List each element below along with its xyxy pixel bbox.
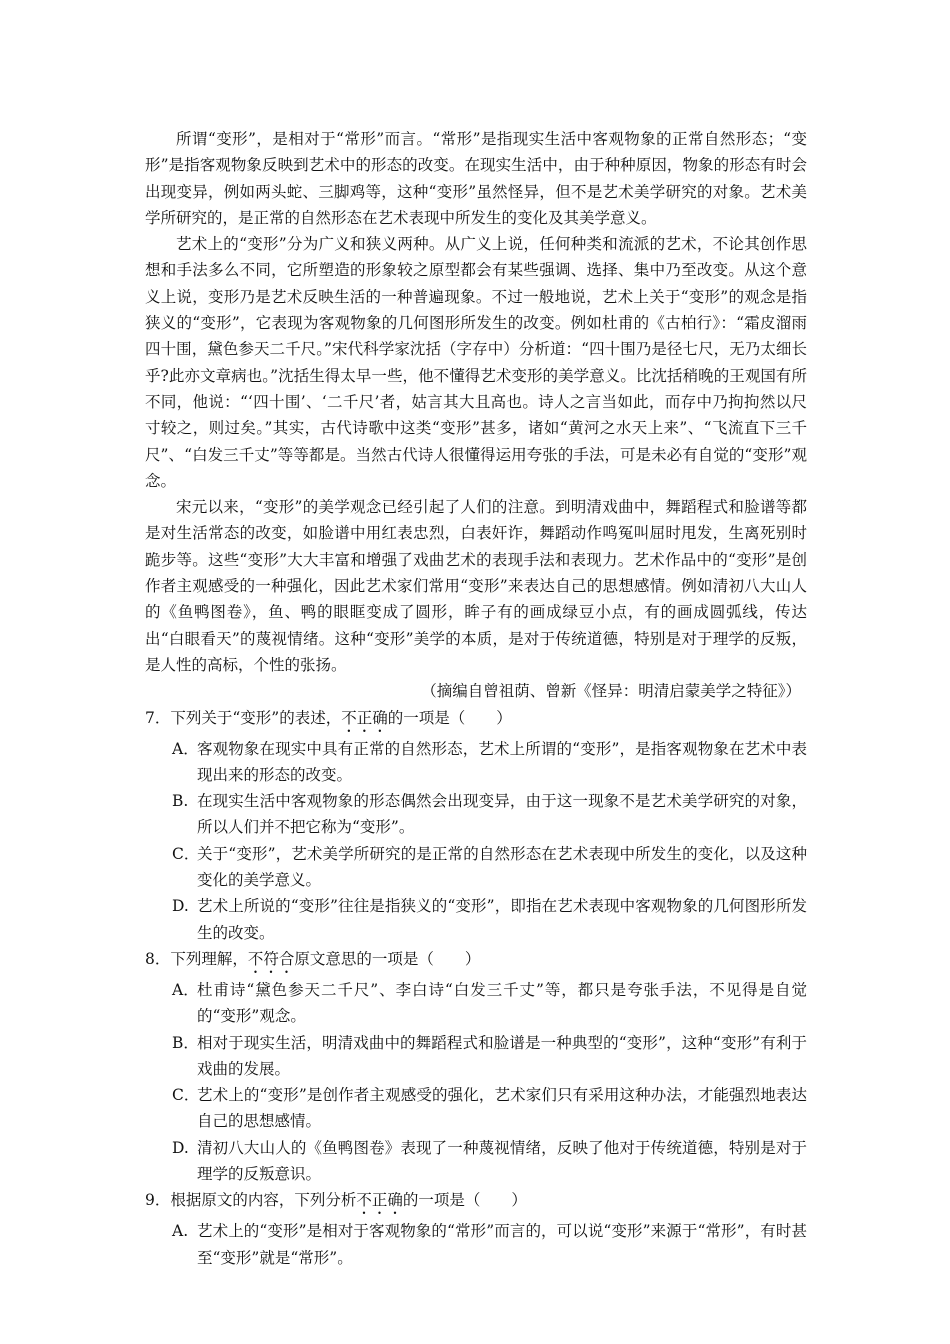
passage-paragraph-1: 所谓“变形”，是相对于“常形”而言。“常形”是指现实生活中客观物象的正常自然形态；“变形”是指客观物象反映到艺术中的形态的改变。在现实生活中，由于种种原因，物象的形态有时会出现变异，例如两头蛇、三脚鸡等，这种“变形”虽然怪异，但不是艺术美学研究的对象。艺术美学所研究的，是正常的自然形态在艺术表现中所发生的变化及其美学意义。 (145, 130, 807, 227)
option-label: C． (172, 1086, 200, 1105)
option-text: 艺术上的“变形”是相对于客观物象的“常形”而言的，可以说“变形”来源于“常形”，有时甚至“变形”就是“常形”。 (197, 1222, 807, 1267)
option-c[interactable] (172, 1082, 807, 1135)
option-a[interactable] (172, 1218, 807, 1271)
question-9 (145, 1187, 807, 1271)
reading-passage (145, 126, 807, 705)
option-d[interactable] (172, 1135, 807, 1188)
stem-emphasis: 不正确 (341, 708, 388, 727)
question-stem (145, 946, 807, 977)
option-text: 相对于现实生活，明清戏曲中的舞蹈程式和脸谱是一种典型的“变形”，这种“变形”有利于戏曲的发展。 (197, 1033, 807, 1078)
option-label: C． (172, 844, 200, 863)
stem-emphasis: 不符合 (247, 949, 295, 968)
option-text: 杜甫诗“黛色参天二千尺”、李白诗“白发三千丈”等，都只是夸张手法，不见得是自觉的“变形”观念。 (197, 980, 807, 1026)
option-label: A． (172, 739, 199, 758)
option-b[interactable] (172, 1030, 807, 1083)
option-b[interactable] (172, 788, 807, 841)
option-text: 在现实生活中客观物象的形态偶然会出现变异，由于这一现象不是艺术美学研究的对象，所以人们并不把它称为“变形”。 (197, 792, 807, 837)
option-text: 艺术上的“变形”是创作者主观感受的强化，艺术家们只有采用这种办法，才能强烈地表达自己的思想感情。 (197, 1086, 807, 1131)
question-number: 8． (145, 949, 171, 968)
question-stem (145, 705, 807, 736)
passage-paragraph-3: 宋元以来，“变形”的美学观念已经引起了人们的注意。到明清戏曲中，舞蹈程式和脸谱等都是对生活常态的改变，如脸谱中用红表忠烈，白表奸诈，舞蹈动作鸣冤叫屈时甩发，生离死别时跪步等。这些“变形”大大丰富和增强了戏曲艺术的表现手法和表现力。艺术作品中的“变形”是创作者主观感受的一种强化，因此艺术家们常用“变形”来表达自己的思想感情。例如清初八大山人的《鱼鸭图卷》，鱼、鸭的眼眶变成了圆形，眸子有的画成绿豆小点，有的画成圆弧线，传达出“白眼看天”的蔑视情绪。这种“变形”美学的本质，是对于传统道德，特别是对于理学的反叛，是人性的高标，个性的张扬。 (145, 498, 807, 674)
option-d[interactable] (172, 893, 807, 946)
option-label: D. (172, 897, 189, 916)
stem-text: 根据原文的内容，下列分析 (170, 1191, 357, 1210)
option-label: B． (172, 1033, 199, 1052)
document-page (145, 126, 807, 1271)
option-text: 客观物象在现实中具有正常的自然形态，艺术上所谓的“变形”，是指客观物象在艺术中表现出来的形态的改变。 (197, 739, 807, 784)
stem-text: 的一项是（ ） (402, 1191, 527, 1210)
question-stem (145, 1187, 807, 1218)
option-a[interactable] (172, 977, 807, 1030)
option-text: 清初八大山人的《鱼鸭图卷》表现了一种蔑视情绪，反映了他对于传统道德，特别是对于理学的反叛意识。 (197, 1138, 807, 1183)
question-8 (145, 946, 807, 1187)
stem-text: 下列关于“变形”的表述， (170, 708, 342, 727)
option-a[interactable] (172, 736, 807, 789)
question-7 (145, 705, 807, 946)
option-label: D. (172, 1138, 189, 1157)
option-text: 艺术上所说的“变形”往往是指狭义的“变形”，即指在艺术表现中客观物象的几何图形所发生的改变。 (197, 897, 807, 942)
option-label: B. (172, 792, 189, 811)
stem-text: 下列理解， (170, 949, 248, 968)
option-label: A． (172, 980, 199, 999)
question-number: 7． (145, 708, 171, 727)
stem-text: 的一项是（ ） (387, 708, 512, 727)
option-text: 关于“变形”，艺术美学所研究的是正常的自然形态在艺术表现中所发生的变化，以及这种变化的美学意义。 (197, 844, 807, 890)
stem-text: 原文意思的一项是（ ） (294, 949, 481, 968)
option-label: A. (172, 1222, 189, 1241)
passage-paragraph-2: 艺术上的“变形”分为广义和狭义两种。从广义上说，任何种类和流派的艺术，不论其创作思想和手法多么不同，它所塑造的形象较之原型都会有某些强调、选择、集中乃至改变。从这个意义上说，变形乃是艺术反映生活的一种普遍现象。不过一般地说，艺术上关于“变形”的观念是指狭义的“变形”，它表现为客观物象的几何图形所发生的改变。例如杜甫的《古柏行》：“霜皮溜雨四十围，黛色参天二千尺。”宋代科学家沈括（字存中）分析道：“四十围乃是径七尺，无乃太细长乎?此亦文章病也。”沈括生得太早一些，他不懂得艺术变形的美学意义。比沈括稍晚的王观国有所不同，他说：“‘四十围’、‘二千尺’者，姑言其大且高也。诗人之言当如此，而存中乃拘拘然以尺寸较之，则过矣。”其实，古代诗歌中这类“变形”甚多，诸如“黄河之水天上来”、“飞流直下三千尺”、“白发三千丈”等等都是。当然古代诗人很懂得运用夸张的手法，可是未必有自觉的“变形”观念。 (145, 235, 807, 490)
question-number: 9． (145, 1191, 171, 1210)
passage-source: （摘编自曾祖荫、曾新《怪异：明清启蒙美学之特征》） (421, 682, 801, 701)
stem-emphasis: 不正确 (356, 1191, 403, 1210)
option-c[interactable] (172, 841, 807, 894)
